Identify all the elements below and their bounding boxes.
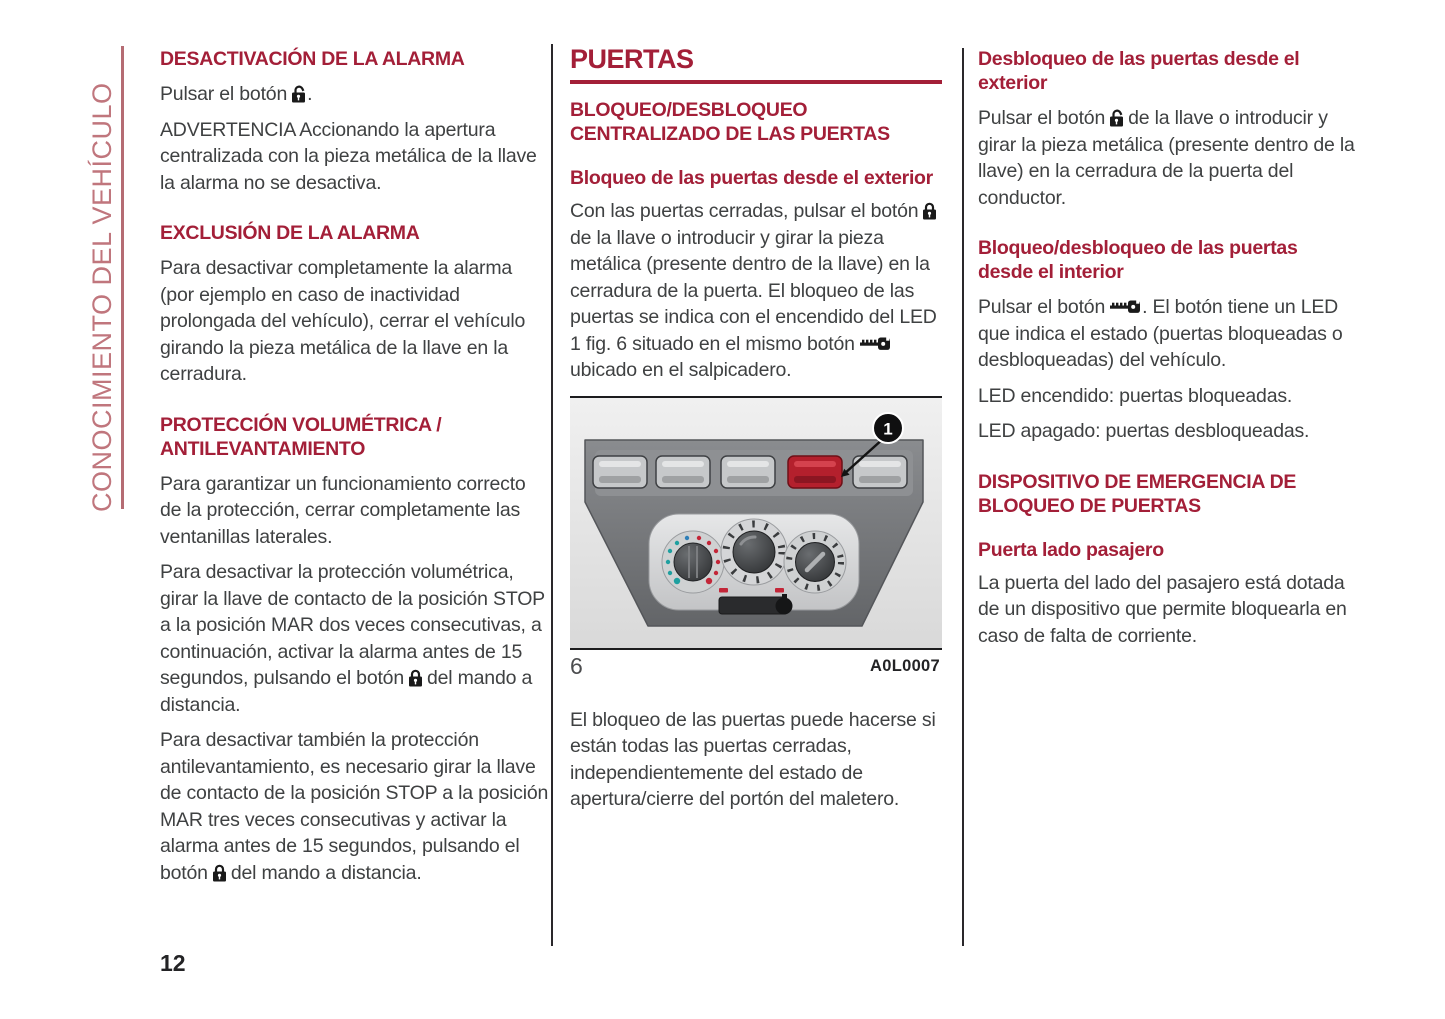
text-segment: Para desactivar la protección volumétrica, girar la llave de contacto de la posición STOP a la posición MAR dos veces consecutivas, a continuación, activar la alarma antes de 15 segundos, pulsando el botón [160,561,545,689]
paragraph-exclusion: Para desactivar completamente la alarma (por ejemplo en caso de inactividad prolongada del vehículo), cerrar el vehículo girando la pieza metálica de la llave en la cerradura. [160,257,526,385]
figure-caption-row [570,653,940,679]
figure-code: A0L0007 [870,656,940,675]
heading-exclusion-alarma: EXCLUSIÓN DE LA ALARMA [160,222,420,244]
heading-bloqueo-centralizado: BLOQUEO/DESBLOQUEO CENTRALIZADO DE LAS PUERTAS [570,99,890,145]
paragraph-desbloqueo-exterior [978,105,1360,211]
paragraph-desactivar-antilevantamiento [160,727,550,886]
column-divider-2 [962,48,964,946]
lock-closed-icon [212,864,227,882]
text-segment: ubicado en el salpicadero. [570,359,792,381]
sidebar-chapter-label: CONOCIMIENTO DEL VEHÍCULO [87,82,117,512]
door-lock-key-icon [1109,299,1141,314]
door-lock-button-red [788,456,842,488]
paragraph-advertencia: ADVERTENCIA Accionando la apertura centralizada con la pieza metálica de la llave la alarma no se desactiva. [160,118,537,194]
heading-proteccion-volumetrica: PROTECCIÓN VOLUMÉTRICA / ANTILEVANTAMIENTO [160,413,442,460]
figure-callout-number: 1 [883,419,893,438]
column-right [978,44,1360,658]
paragraph-puerta-pasajero: La puerta del lado del pasajero está dotada de un dispositivo que permite bloquearla en caso de falta de corriente. [978,571,1347,647]
text-segment: . [307,83,313,105]
text-segment: del mando a distancia. [230,861,422,884]
paragraph-desactivar-proteccion [160,559,550,718]
page-number: 12 [160,950,186,976]
text-segment: de la llave o introducir y girar la pieza metálica (presente dentro de la llave) en la cerradura de la puerta del conductor. [978,107,1355,209]
heading-dispositivo-emergencia: DISPOSITIVO DE EMERGENCIA DE BLOQUEO DE PUERTAS [978,470,1297,517]
heading-bloqueo-interior: Bloqueo/desbloqueo de las puertas desde el interior [978,237,1298,283]
paragraph-led-apagado: LED apagado: puertas desbloqueadas. [978,420,1310,442]
text-segment: Para desactivar también la protección antilevantamiento, es necesario girar la llave de contacto de la posición STOP a la posición MAR tres veces consecutivas y activar la alarma antes de 15 segundos, pulsando el botón [160,729,549,884]
heading-puerta-pasajero: Puerta lado pasajero [978,538,1164,561]
paragraph-garantizar: Para garantizar un funcionamiento correcto de la protección, cerrar completamente las ventanillas laterales. [160,472,526,548]
paragraph-el-bloqueo: El bloqueo de las puertas puede hacerse si están todas las puertas cerradas, independientemente del estado de apertura/cierre del portón del maletero. [570,708,936,810]
paragraph-pulsar-boton [160,81,550,108]
title-underline [570,80,942,84]
paragraph-con-puertas [570,198,942,384]
text-segment: Pulsar el botón [160,83,288,105]
temperature-knob [662,531,724,593]
text-segment: del mando a distancia. [160,667,533,716]
text-segment: de la llave o introducir y girar la pieza metálica (presente dentro de la llave) en la cerradura de la puerta. El bloqueo de las puertas se indica con el encendido del LED 1 fig. 6 situado en el mismo botón [570,226,937,355]
column-left [160,44,550,895]
lock-open-icon [1109,109,1124,127]
text-segment: . El botón tiene un LED que indica el estado (puertas bloqueadas o desbloqueadas) del vehículo. [978,296,1343,371]
climate-control-illustration [570,398,938,648]
door-lock-key-icon [859,336,891,351]
slider-handle [776,597,793,614]
heading-desbloqueo-exterior: Desbloqueo de las puertas desde el exterior [978,48,1300,94]
red-mark-left [719,588,728,593]
column-divider-1 [551,44,553,946]
distribution-knob [721,519,787,585]
paragraph-led-encendido: LED encendido: puertas bloqueadas. [978,384,1293,407]
page-title-puertas: PUERTAS [570,44,694,74]
figure-climate-control-panel [570,396,942,650]
text-segment: Pulsar el botón [978,107,1106,129]
lock-open-icon [291,85,306,103]
lock-closed-icon [408,669,423,687]
heading-bloqueo-exterior: Bloqueo de las puertas desde el exterior [570,167,933,189]
heading-desactivacion-alarma: DESACTIVACIÓN DE LA ALARMA [160,48,465,70]
fan-knob [784,531,846,593]
figure-number: 6 [570,652,583,679]
red-mark-right [775,588,784,593]
text-segment: Con las puertas cerradas, pulsar el botón [570,200,919,222]
text-segment: Pulsar el botón [978,296,1106,318]
sidebar-rule [121,46,124,509]
lock-closed-icon [922,202,937,220]
column-center [570,44,942,822]
paragraph-bloqueo-interior [978,294,1360,374]
